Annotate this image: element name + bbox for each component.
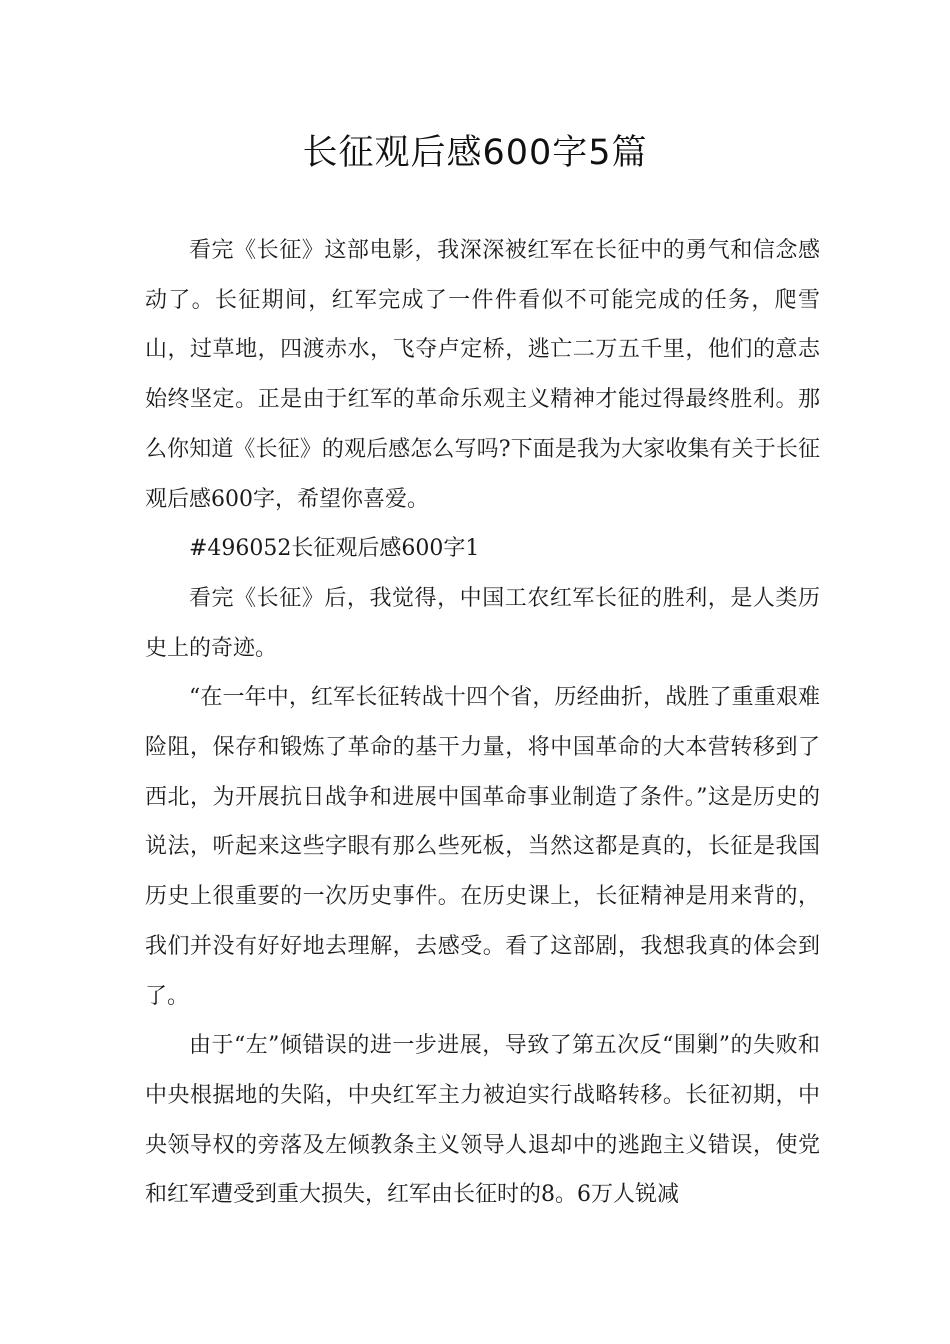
paragraph-intro: 看完《长征》这部电影，我深深被红军在长征中的勇气和信念感动了。长征期间，红军完成了一件件看似不可能完成的任务，爬雪山，过草地，四渡赤水，飞夺卢定桥，逃亡二万五千里，他们的意志始终坚定。正是由于红军的革命乐观主义精神才能过得最终胜利。那么你知道《长征》的观后感怎么写吗?下面是我为大家收集有关于长征观后感600字，希望你喜爱。 [145,238,820,512]
section-heading: #496052长征观后感600字1 [189,536,480,562]
paragraph: 看完《长征》后，我觉得，中国工农红军长征的胜利，是人类历史上的奇迹。 [145,585,820,661]
paragraph: “在一年中，红军长征转战十四个省，历经曲折，战胜了重重艰难险阻，保存和锻炼了革命的基干力量，将中国革命的大本营转移到了西北，为开展抗日战争和进展中国革命事业制造了条件。”这是历史的说法，听起来这些字眼有那么些死板，当然这都是真的，长征是我国历史上很重要的一次历史事件。在历史课上，长征精神是用来背的，我们并没有好好地去理解，去感受。看了这部剧，我想我真的体会到了。 [145,685,820,1009]
document-title: 长征观后感600字5篇 [302,133,648,173]
document-body [145,226,820,1220]
paragraph: 由于“左”倾错误的进一步进展，导致了第五次反“围剿”的失败和中央根据地的失陷，中央红军主力被迫实行战略转移。长征初期，中央领导权的旁落及左倾教条主义领导人退却中的逃跑主义错误，使党和红军遭受到重大损失，红军由长征时的8。6万人锐减 [145,1033,820,1208]
